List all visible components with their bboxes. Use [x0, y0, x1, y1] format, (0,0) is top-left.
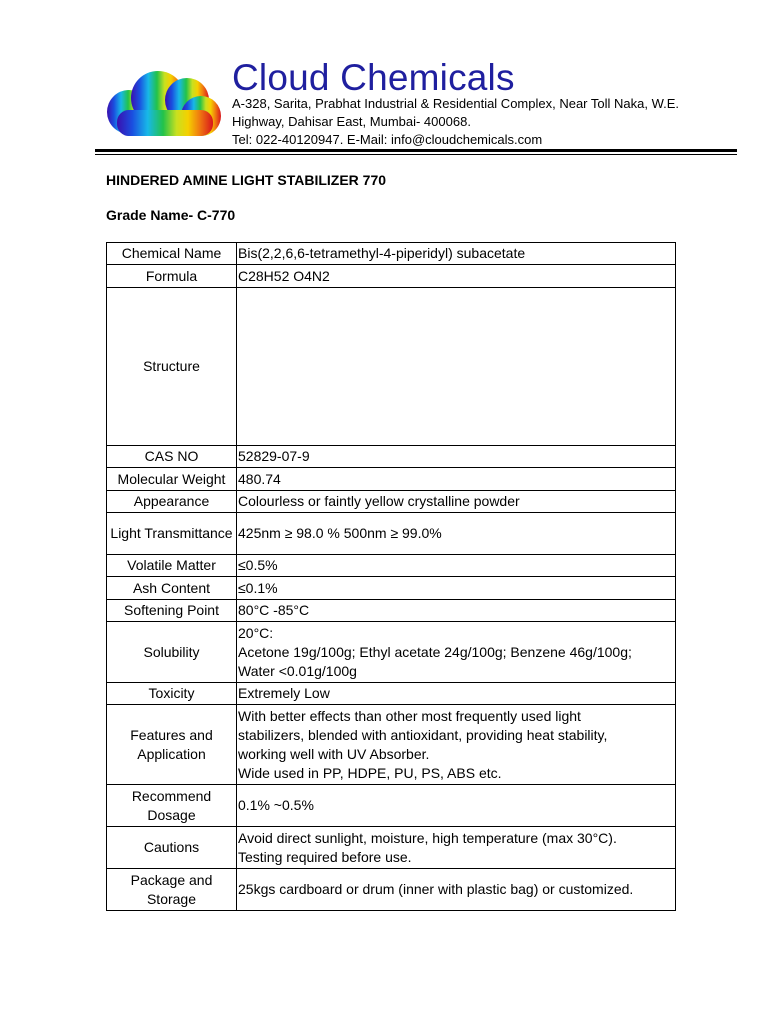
value-line: ≤0.5% [238, 557, 278, 573]
value-line: 52829-07-9 [238, 448, 310, 464]
table-row-cas-no [107, 446, 676, 468]
table-row-toxicity [107, 683, 676, 705]
structure-image-area [237, 288, 676, 446]
value-line: Bis(2,2,6,6-tetramethyl-4-piperidyl) subacetate [238, 245, 526, 261]
row-value [237, 491, 676, 513]
address-line-2: Highway, Dahisar East, Mumbai- 400068. [232, 114, 471, 129]
row-label: Package and Storage [107, 869, 237, 911]
value-line: 425nm ≥ 98.0 % 500nm ≥ 99.0% [238, 525, 442, 541]
value-line: 80°C -85°C [238, 602, 310, 618]
row-value [237, 705, 676, 785]
table-row-features-application [107, 705, 676, 785]
row-label: Cautions [107, 827, 237, 869]
row-value [237, 265, 676, 288]
table-row-appearance [107, 491, 676, 513]
company-name: Cloud Chemicals [232, 57, 515, 98]
value-line: stabilizers, blended with antioxidant, providing heat stability, [238, 726, 608, 743]
value-line: Avoid direct sunlight, moisture, high temperature (max 30°C). [238, 829, 617, 846]
value-line: 0.1% ~0.5% [238, 797, 314, 813]
row-label: Toxicity [107, 683, 237, 705]
row-value [237, 555, 676, 577]
row-value [237, 600, 676, 622]
table-row-formula [107, 265, 676, 288]
value-line: ≤0.1% [238, 579, 278, 596]
value-line: Extremely Low [238, 685, 330, 701]
specification-table [106, 242, 676, 911]
row-value [237, 683, 676, 705]
table-row-volatile-matter [107, 555, 676, 577]
value-line: Water <0.01g/100g [238, 662, 357, 679]
row-label: Recommend Dosage [107, 785, 237, 827]
row-label: Softening Point [107, 600, 237, 622]
grade-name: Grade Name- C-770 [106, 207, 236, 223]
table-row-recommend-dosage [107, 785, 676, 827]
address-line-1: A-328, Sarita, Prabhat Industrial & Residential Complex, Near Toll Naka, W.E. [232, 96, 680, 111]
row-label: Light Transmittance [107, 513, 237, 555]
value-line: With better effects than other most frequently used light [238, 707, 581, 724]
cloud-logo-icon [103, 70, 221, 138]
row-label: Features and Application [107, 705, 237, 785]
row-label: Volatile Matter [107, 555, 237, 577]
row-label: CAS NO [107, 446, 237, 468]
value-line: 20°C: [238, 624, 274, 641]
row-label: Formula [107, 265, 237, 288]
table-row-solubility [107, 622, 676, 683]
table-row-structure [107, 288, 676, 446]
value-line: Testing required before use. [238, 848, 412, 865]
row-value [237, 513, 676, 555]
row-label: Molecular Weight [107, 468, 237, 491]
row-value [237, 785, 676, 827]
header-divider-thin [95, 154, 737, 155]
row-label: Appearance [107, 491, 237, 513]
contact-line: Tel: 022-40120947. E-Mail: info@cloudchemicals.com [232, 132, 543, 147]
table-row-softening-point [107, 600, 676, 622]
row-value [237, 577, 676, 600]
table-row-light-transmittance [107, 513, 676, 555]
table-row-molecular-weight [107, 468, 676, 491]
table-row-ash-content [107, 577, 676, 600]
table-row-package-storage [107, 869, 676, 911]
value-line: Colourless or faintly yellow crystalline powder [238, 493, 520, 509]
row-value [237, 622, 676, 683]
row-label: Structure [107, 288, 237, 446]
value-line: working well with UV Absorber. [238, 745, 430, 762]
header-divider-thick [95, 149, 737, 152]
table-row-cautions [107, 827, 676, 869]
value-line: C28H52 O4N2 [238, 267, 330, 284]
row-value [237, 869, 676, 911]
table-row-chemical-name [107, 243, 676, 265]
value-line: Wide used in PP, HDPE, PU, PS, ABS etc. [238, 764, 502, 781]
value-line: 25kgs cardboard or drum (inner with plastic bag) or customized. [238, 881, 634, 897]
row-value [237, 827, 676, 869]
row-label: Ash Content [107, 577, 237, 600]
row-label: Solubility [107, 622, 237, 683]
document-title: HINDERED AMINE LIGHT STABILIZER 770 [106, 172, 387, 188]
row-value [237, 243, 676, 265]
value-line: Acetone 19g/100g; Ethyl acetate 24g/100g; Benzene 46g/100g; [238, 643, 632, 660]
row-value [237, 446, 676, 468]
row-label: Chemical Name [107, 243, 237, 265]
row-value [237, 468, 676, 491]
value-line: 480.74 [238, 470, 281, 487]
